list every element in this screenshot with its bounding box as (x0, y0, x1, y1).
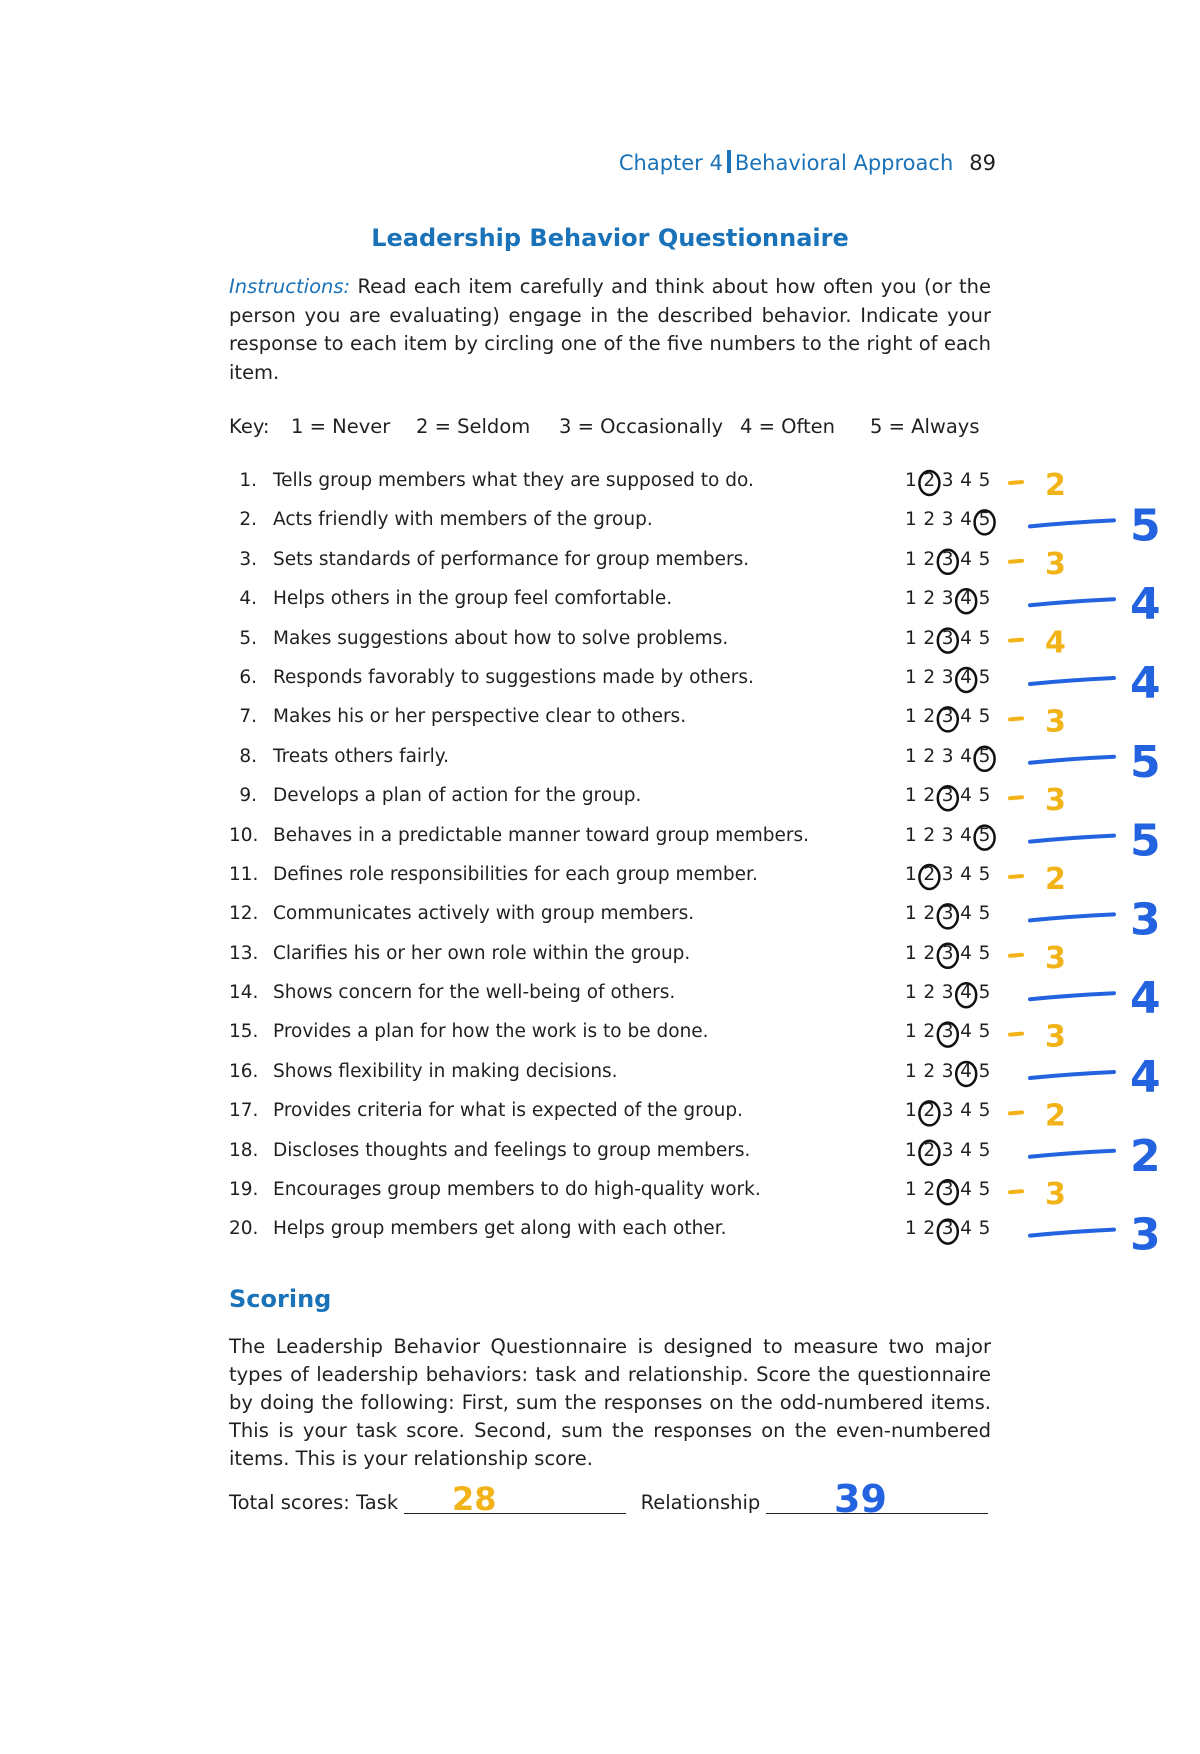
handwritten-score: 5 (1130, 736, 1161, 788)
questionnaire-item (229, 549, 1029, 588)
handwritten-relationship-total: 39 (834, 1477, 887, 1521)
handwritten-dash (1030, 599, 1114, 605)
rating-option[interactable]: 1 (905, 745, 917, 767)
item-text: Shows flexibility in making decisions. (273, 1060, 618, 1082)
rating-option[interactable]: 1 (905, 1100, 917, 1122)
handwritten-score: 4 (1130, 579, 1161, 631)
item-number: 14. (229, 982, 259, 1004)
rating-option[interactable]: 5 (978, 627, 991, 649)
rating-option[interactable]: 3 (941, 785, 954, 807)
questionnaire-item (229, 1218, 1029, 1257)
rating-option[interactable]: 4 (960, 627, 972, 649)
rating-option[interactable]: 3 (941, 706, 954, 728)
rating-option[interactable]: 2 (923, 745, 936, 767)
rating-option[interactable]: 2 (923, 1100, 936, 1122)
item-number: 18. (229, 1139, 259, 1161)
item-text: Clarifies his or her own role within the group. (273, 942, 691, 964)
handwritten-score: 2 (1130, 1130, 1161, 1182)
questionnaire-item (229, 470, 1029, 509)
questionnaire-item (229, 1179, 1029, 1218)
item-number: 20. (229, 1218, 259, 1240)
rating-option[interactable]: 4 (960, 942, 972, 964)
rating-option[interactable]: 3 (941, 745, 954, 767)
rating-option[interactable]: 5 (978, 1060, 991, 1082)
questionnaire-item (229, 1100, 1029, 1139)
questionnaire-item (229, 943, 1029, 982)
rating-option[interactable]: 1 (905, 470, 917, 491)
item-text: Makes suggestions about how to solve problems. (273, 627, 729, 649)
rating-option[interactable]: 2 (923, 1021, 936, 1043)
handwritten-score: 3 (1045, 546, 1066, 582)
key-option: 3 = Occasionally (559, 415, 724, 438)
item-text: Defines role responsibilities for each group member. (273, 863, 758, 885)
item-text: Behaves in a predictable manner toward group members. (273, 824, 809, 846)
handwritten-score: 4 (1130, 1052, 1161, 1103)
handwritten-dash (1030, 678, 1114, 684)
key-label: Key: (229, 415, 270, 438)
handwritten-dash (1030, 757, 1114, 763)
questionnaire-item (229, 903, 1029, 942)
instructions-label: Instructions: (229, 275, 351, 298)
questionnaire-item (229, 864, 1029, 903)
questionnaire-item (229, 628, 1029, 667)
rating-option[interactable]: 1 (905, 1139, 917, 1161)
rating-option[interactable]: 1 (905, 982, 917, 1004)
rating-option[interactable]: 3 (941, 903, 954, 925)
rating-option[interactable]: 5 (978, 706, 991, 728)
item-number: 2. (239, 509, 257, 531)
rating-option[interactable]: 4 (960, 706, 972, 728)
rating-option[interactable]: 2 (923, 1060, 936, 1082)
rating-option[interactable]: 4 (960, 745, 972, 767)
rating-option[interactable]: 4 (960, 1060, 972, 1082)
item-number: 13. (229, 942, 259, 964)
questionnaire-item (229, 1021, 1029, 1060)
item-text: Discloses thoughts and feelings to group members. (273, 1139, 751, 1161)
rating-option[interactable]: 2 (923, 509, 936, 531)
scoring-paragraph: The Leadership Behavior Questionnaire is designed to measure two major types of leadership behaviors: task and relationship. Score the questionnaire by doing the following: First, sum the responses on the odd-numbered items. This is your task score. Second, sum the responses on the even-numbered items. This is your relationship score. (229, 1335, 991, 1470)
running-header (619, 150, 996, 175)
rating-option[interactable]: 3 (941, 1021, 954, 1043)
rating-option[interactable]: 2 (923, 1139, 936, 1161)
questionnaire-item (229, 825, 1029, 864)
rating-scale (905, 785, 997, 806)
rating-scale (905, 628, 997, 649)
rating-scale (905, 706, 997, 727)
rating-option[interactable]: 2 (923, 824, 936, 846)
rating-option[interactable]: 5 (978, 509, 991, 531)
rating-scale (905, 1218, 997, 1239)
task-total-label: Total scores: Task (229, 1491, 399, 1514)
rating-scale (905, 864, 997, 885)
rating-option[interactable]: 1 (905, 627, 917, 649)
rating-option[interactable]: 2 (923, 903, 936, 925)
handwritten-score: 3 (1045, 1019, 1066, 1055)
key-option: 1 = Never (291, 415, 391, 438)
rating-option[interactable]: 5 (978, 982, 991, 1004)
rating-scale (905, 825, 997, 846)
item-text: Responds favorably to suggestions made by others. (273, 666, 754, 688)
handwritten-score: 3 (1045, 783, 1066, 819)
rating-option[interactable]: 5 (978, 1139, 991, 1161)
handwritten-dash (1030, 914, 1114, 920)
item-number: 5. (239, 627, 257, 649)
rating-option[interactable]: 5 (978, 824, 991, 846)
rating-option[interactable]: 1 (905, 942, 917, 964)
item-number: 10. (229, 824, 259, 846)
item-number: 3. (239, 548, 257, 570)
instructions-paragraph (229, 273, 991, 387)
rating-option[interactable]: 2 (923, 588, 936, 610)
item-text: Develops a plan of action for the group. (273, 785, 642, 807)
handwritten-score: 3 (1045, 1177, 1066, 1213)
task-score-blank[interactable] (404, 1493, 626, 1514)
rating-option[interactable]: 2 (923, 982, 936, 1004)
rating-option[interactable]: 4 (960, 548, 972, 570)
rating-option[interactable]: 5 (978, 1021, 991, 1043)
questionnaire-item (229, 785, 1029, 824)
item-text: Shows concern for the well-being of others. (273, 982, 676, 1004)
handwritten-score: 3 (1045, 704, 1066, 740)
rating-option[interactable]: 5 (978, 588, 991, 610)
rating-option[interactable]: 1 (905, 1218, 917, 1240)
rating-option[interactable]: 4 (960, 903, 972, 925)
handwritten-score: 4 (1045, 625, 1066, 661)
rating-option[interactable]: 4 (960, 982, 972, 1004)
item-number: 7. (239, 706, 257, 728)
rating-option[interactable]: 5 (978, 470, 991, 491)
rating-option[interactable]: 3 (941, 863, 954, 885)
rating-scale (905, 1179, 997, 1200)
rating-option[interactable]: 2 (923, 1218, 936, 1240)
rating-scale (905, 667, 997, 688)
item-number: 15. (229, 1021, 259, 1043)
rating-option[interactable]: 1 (905, 548, 917, 570)
rating-option[interactable]: 1 (905, 903, 917, 925)
rating-option[interactable]: 1 (905, 824, 917, 846)
rating-option[interactable]: 2 (923, 627, 936, 649)
handwritten-dash (1030, 1230, 1114, 1236)
rating-option[interactable]: 3 (941, 1100, 954, 1122)
rating-option[interactable]: 5 (978, 942, 991, 964)
item-text: Communicates actively with group members. (273, 903, 695, 925)
questionnaire-item (229, 1140, 1029, 1179)
item-text: Tells group members what they are supposed to do. (273, 470, 754, 491)
relationship-total-label: Relationship (640, 1491, 761, 1514)
key-option: 2 = Seldom (416, 415, 531, 438)
rating-scale (905, 903, 997, 924)
questionnaire-items (229, 470, 1029, 1258)
rating-option[interactable]: 3 (941, 509, 954, 531)
key-option: 4 = Often (740, 415, 836, 438)
rating-option[interactable]: 1 (905, 666, 917, 688)
rating-scale (905, 509, 997, 530)
rating-option[interactable]: 2 (923, 1179, 936, 1201)
rating-option[interactable]: 3 (941, 627, 954, 649)
rating-option[interactable]: 3 (941, 942, 954, 964)
rating-option[interactable]: 2 (923, 942, 936, 964)
rating-option[interactable]: 4 (960, 1021, 972, 1043)
rating-option[interactable]: 3 (941, 824, 954, 846)
rating-scale (905, 588, 997, 609)
rating-option[interactable]: 3 (941, 666, 954, 688)
handwritten-score: 3 (1045, 940, 1066, 976)
handwritten-dash (1030, 520, 1114, 526)
item-text: Provides criteria for what is expected of the group. (273, 1100, 744, 1122)
handwritten-score: 2 (1045, 1098, 1066, 1134)
rating-scale (905, 1021, 997, 1042)
rating-option[interactable]: 1 (905, 706, 917, 728)
response-key (229, 415, 980, 438)
item-number: 9. (239, 785, 257, 807)
scoring-heading: Scoring (229, 1285, 332, 1313)
rating-option[interactable]: 2 (923, 706, 936, 728)
rating-option[interactable]: 5 (978, 785, 991, 807)
item-number: 6. (239, 666, 257, 688)
item-text: Provides a plan for how the work is to be done. (273, 1021, 709, 1043)
item-number: 8. (239, 745, 257, 767)
rating-option[interactable]: 3 (941, 588, 954, 610)
handwritten-score: 2 (1045, 468, 1066, 503)
rating-option[interactable]: 1 (905, 1179, 917, 1201)
rating-option[interactable]: 3 (941, 1179, 954, 1201)
rating-option[interactable]: 5 (978, 745, 991, 767)
rating-option[interactable]: 5 (978, 863, 991, 885)
handwritten-score: 3 (1130, 894, 1161, 946)
item-number: 4. (239, 588, 257, 610)
rating-option[interactable]: 4 (960, 863, 972, 885)
key-option: 5 = Always (870, 415, 980, 438)
section-label: Behavioral Approach (734, 151, 954, 175)
handwritten-task-total: 28 (452, 1480, 497, 1518)
page-number: 89 (969, 151, 996, 175)
rating-option[interactable]: 1 (905, 785, 917, 807)
rating-option[interactable]: 2 (923, 666, 936, 688)
rating-option[interactable]: 4 (960, 824, 972, 846)
handwritten-dash (1030, 993, 1114, 999)
questionnaire-item (229, 667, 1029, 706)
rating-option[interactable]: 2 (923, 785, 936, 807)
handwritten-dash (1030, 1151, 1114, 1157)
questionnaire-item (229, 706, 1029, 745)
item-number: 16. (229, 1060, 259, 1082)
rating-scale (905, 982, 997, 1003)
item-text: Makes his or her perspective clear to others. (273, 706, 687, 728)
rating-option[interactable]: 3 (941, 1060, 954, 1082)
rating-option[interactable]: 5 (978, 903, 991, 925)
rating-option[interactable]: 2 (923, 548, 936, 570)
questionnaire-item (229, 982, 1029, 1021)
rating-option[interactable]: 2 (923, 863, 936, 885)
rating-scale (905, 1061, 997, 1082)
rating-scale (905, 943, 997, 964)
handwritten-score: 4 (1130, 658, 1161, 709)
rating-option[interactable]: 4 (960, 1139, 972, 1161)
item-number: 19. (229, 1179, 259, 1201)
rating-scale (905, 549, 997, 570)
handwritten-score: 2 (1045, 862, 1066, 897)
item-number: 12. (229, 903, 259, 925)
rating-option[interactable]: 4 (960, 509, 972, 531)
questionnaire-item (229, 588, 1029, 627)
rating-option[interactable]: 1 (905, 1060, 917, 1082)
relationship-score-blank[interactable] (766, 1493, 988, 1514)
questionnaire-item (229, 509, 1029, 548)
rating-option[interactable]: 3 (941, 982, 954, 1004)
item-number: 17. (229, 1100, 259, 1122)
page-title: Leadership Behavior Questionnaire (371, 224, 849, 252)
rating-option[interactable]: 5 (978, 1179, 991, 1201)
rating-scale (905, 1100, 997, 1121)
rating-option[interactable]: 3 (941, 548, 954, 570)
questionnaire-item (229, 1061, 1029, 1100)
rating-option[interactable]: 4 (960, 785, 972, 807)
rating-option[interactable]: 4 (960, 1179, 972, 1201)
rating-option[interactable]: 4 (960, 1218, 972, 1240)
rating-option[interactable]: 3 (941, 470, 954, 491)
handwritten-dash (1030, 836, 1114, 842)
rating-option[interactable]: 1 (905, 588, 917, 610)
item-number: 11. (229, 863, 259, 885)
handwritten-dash (1030, 1072, 1114, 1078)
item-text: Helps others in the group feel comfortable. (273, 588, 673, 610)
rating-option[interactable]: 4 (960, 1100, 972, 1122)
rating-option[interactable]: 4 (960, 666, 972, 688)
handwritten-score: 5 (1130, 815, 1161, 867)
rating-option[interactable]: 5 (978, 548, 991, 570)
item-text: Acts friendly with members of the group. (273, 509, 653, 531)
handwritten-score: 3 (1130, 1209, 1161, 1261)
item-text: Treats others fairly. (273, 745, 450, 767)
rating-scale (905, 746, 997, 767)
header-separator (727, 150, 731, 173)
item-text: Sets standards of performance for group members. (273, 548, 750, 570)
handwritten-score: 5 (1130, 500, 1161, 552)
rating-option[interactable]: 3 (941, 1218, 954, 1240)
rating-option[interactable]: 4 (960, 588, 972, 610)
rating-option[interactable]: 1 (905, 1021, 917, 1043)
total-scores-line (229, 1491, 988, 1514)
chapter-label: Chapter 4 (618, 151, 723, 175)
handwritten-score: 4 (1130, 973, 1161, 1025)
rating-option[interactable]: 1 (905, 863, 917, 885)
questionnaire-item (229, 746, 1029, 785)
rating-option[interactable]: 1 (905, 509, 917, 531)
rating-scale (905, 470, 997, 491)
rating-option[interactable]: 3 (941, 1139, 954, 1161)
rating-option[interactable]: 2 (923, 470, 936, 491)
item-number: 1. (239, 470, 257, 491)
rating-option[interactable]: 5 (978, 1100, 991, 1122)
rating-option[interactable]: 4 (960, 470, 972, 491)
rating-option[interactable]: 5 (978, 666, 991, 688)
instructions-text: Read each item carefully and think about how often you (or the person you are evaluating) engage in the described behavior. Indicate your response to each item by circling one of the five numbers to the right of each item. (229, 275, 991, 384)
rating-option[interactable]: 5 (978, 1218, 991, 1240)
item-text: Encourages group members to do high-quality work. (273, 1179, 761, 1201)
item-text: Helps group members get along with each other. (273, 1218, 727, 1240)
rating-scale (905, 1140, 997, 1161)
